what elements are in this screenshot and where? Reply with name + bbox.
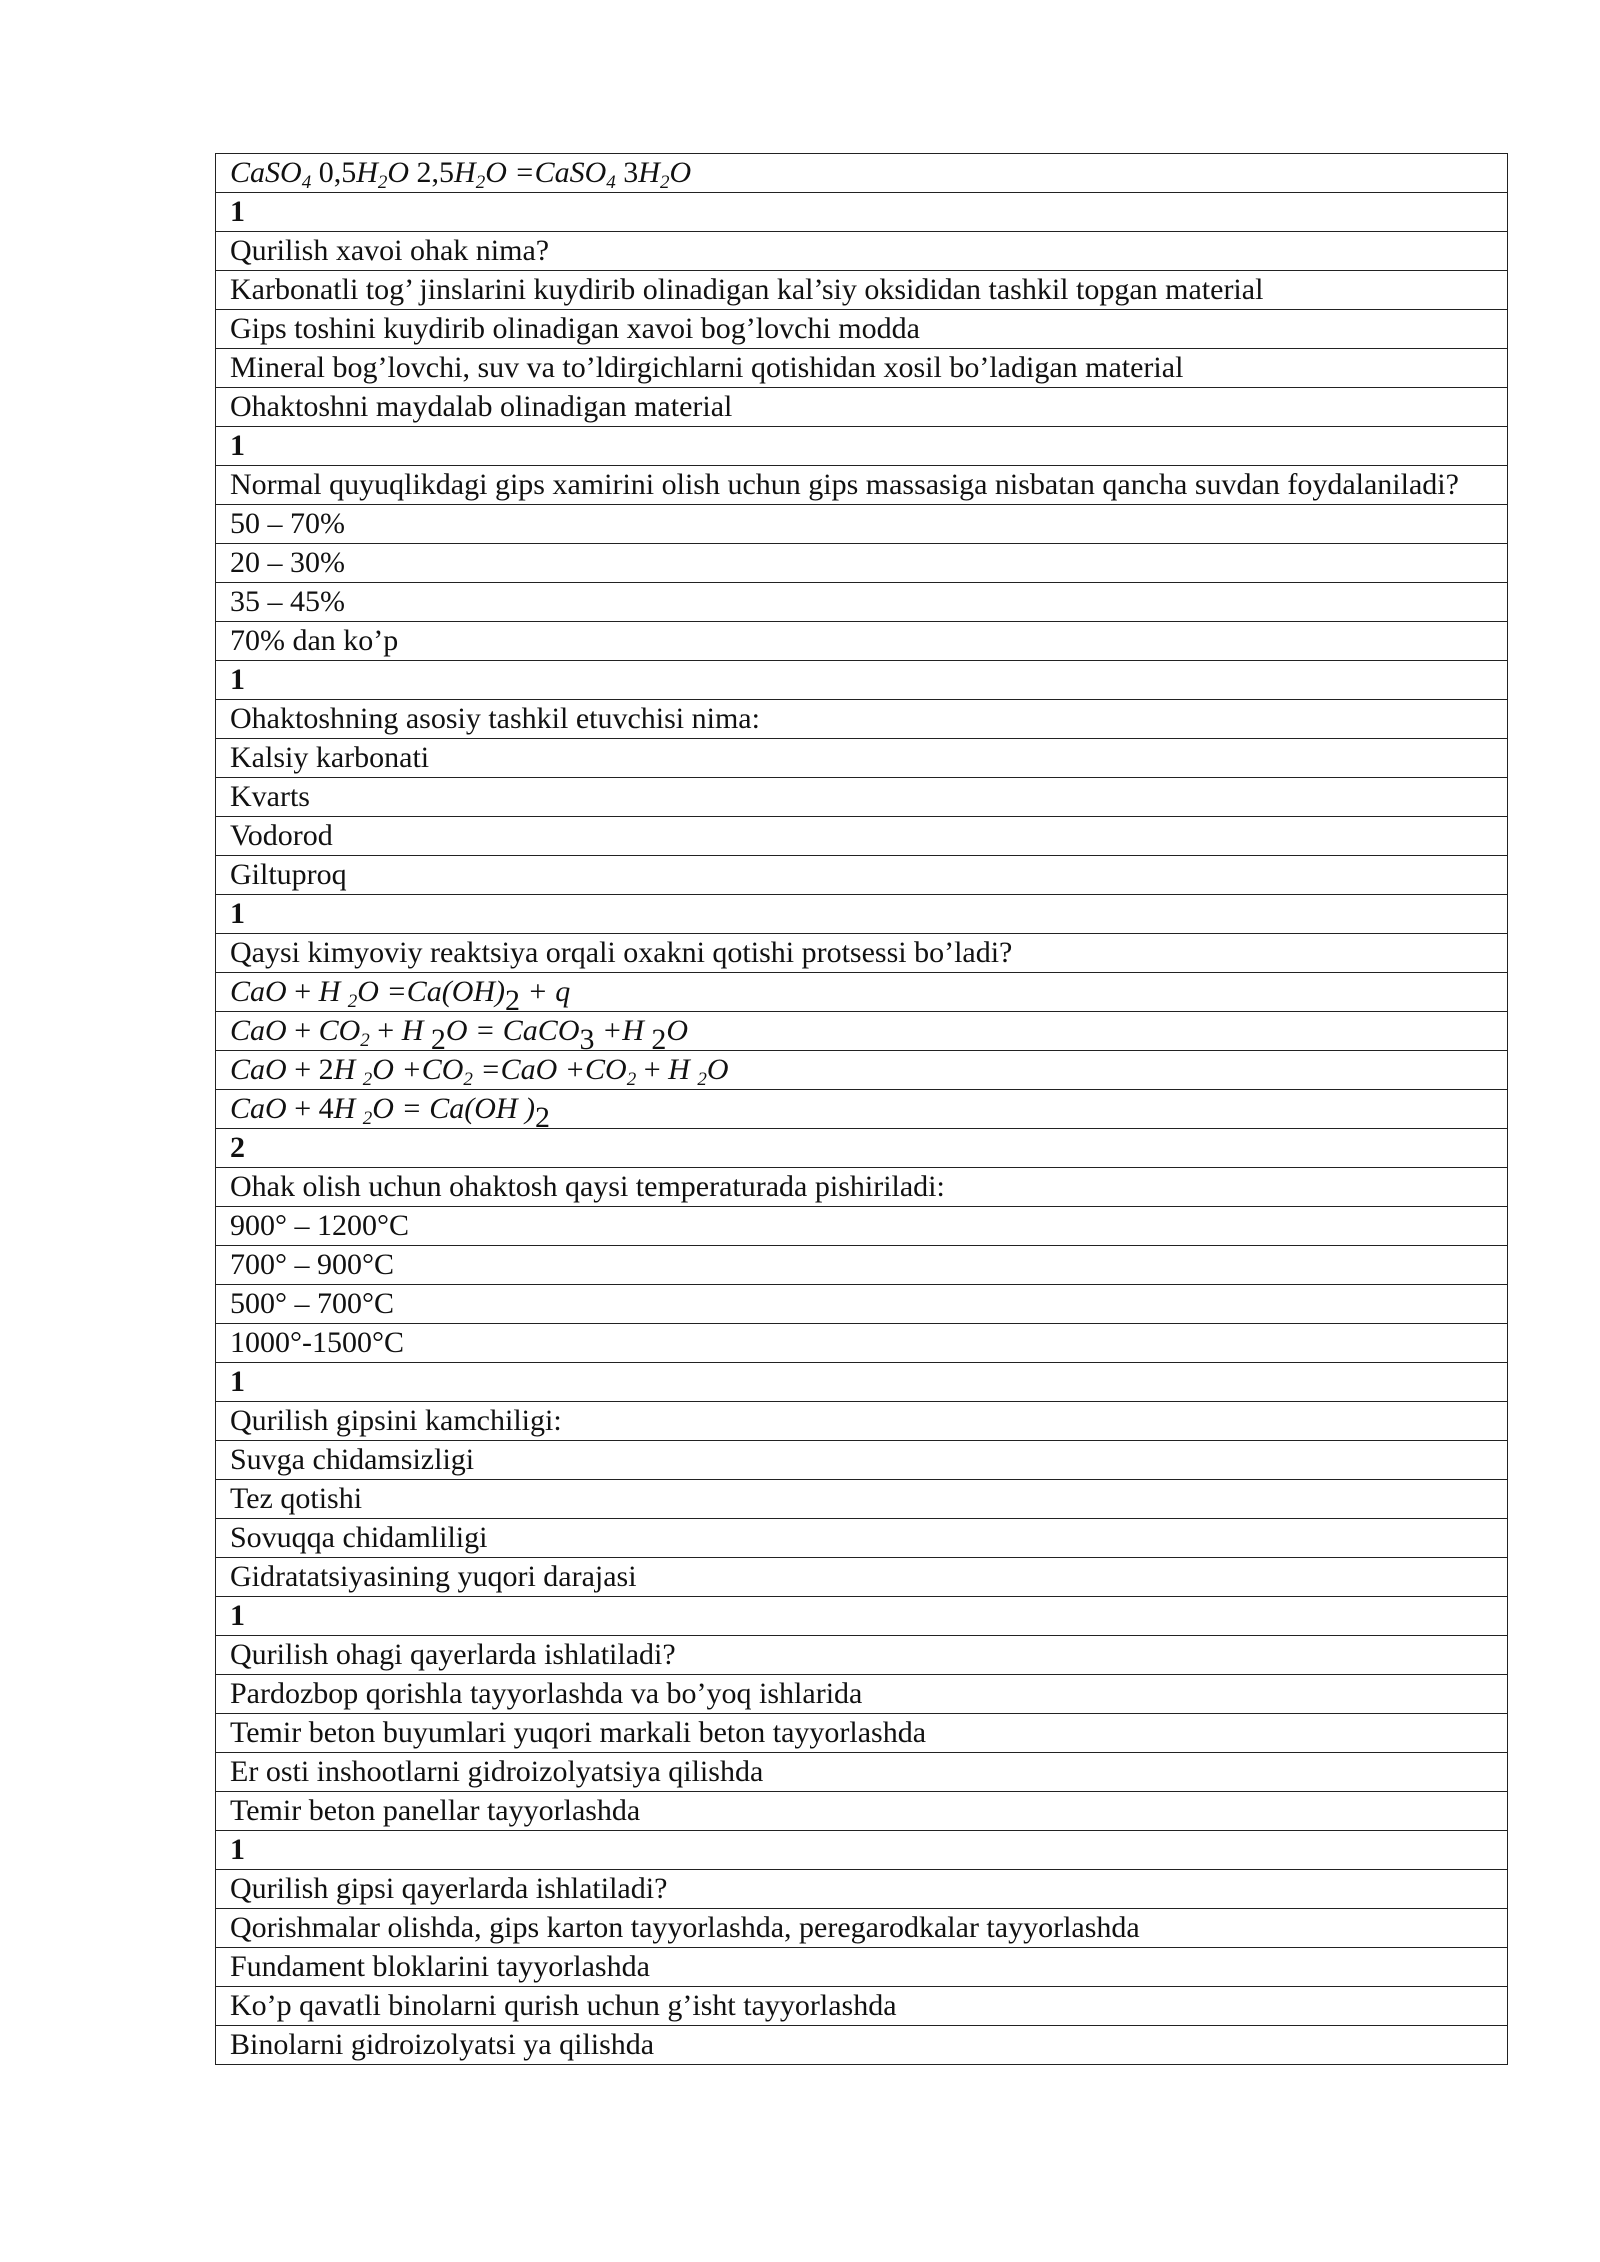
answer-option-cell: Pardozbop qorishla tayyorlashda va bo’yoq ishlarida — [216, 1675, 1508, 1714]
score-row — [216, 193, 1508, 232]
score-row — [216, 1129, 1508, 1168]
question-row — [216, 1168, 1508, 1207]
option-row — [216, 1714, 1508, 1753]
score-cell: 1 — [216, 1597, 1508, 1636]
answer-option-cell: Ko’p qavatli binolarni qurish uchun g’isht tayyorlashda — [216, 1987, 1508, 2026]
formula-segment: H — [333, 1053, 363, 1086]
formula-segment: CaO — [230, 1053, 287, 1086]
score-cell: 1 — [216, 895, 1508, 934]
formula-segment: =CaO +CO — [472, 1053, 627, 1086]
option-row — [216, 1246, 1508, 1285]
question-cell: Qurilish gipsi qayerlarda ishlatiladi? — [216, 1870, 1508, 1909]
score-cell: 1 — [216, 1831, 1508, 1870]
formula-segment: 3 — [579, 1023, 595, 1056]
formula-cell — [216, 973, 1508, 1017]
formula-segment: + — [636, 1053, 669, 1086]
score-cell: 1 — [216, 193, 1508, 232]
option-row — [216, 739, 1508, 778]
formula-segment: O — [666, 1014, 689, 1047]
answer-option-cell: 50 – 70% — [216, 505, 1508, 544]
option-row — [216, 622, 1508, 661]
option-row — [216, 1519, 1508, 1558]
formula-segment: O — [387, 156, 410, 189]
option-row — [216, 1987, 1508, 2026]
formula-segment: 2 — [659, 172, 670, 193]
formula-segment: 2 — [697, 1069, 707, 1090]
formula-segment: 4 — [301, 172, 312, 193]
option-row — [216, 544, 1508, 583]
option-row — [216, 1558, 1508, 1597]
answer-option-cell: Kalsiy karbonati — [216, 739, 1508, 778]
formula-segment: H — [401, 1014, 431, 1047]
formula-segment: CaSO — [230, 156, 302, 189]
score-cell: 2 — [216, 1129, 1508, 1168]
option-row — [216, 1207, 1508, 1246]
formula-segment: O =CaSO — [485, 156, 607, 189]
formula-row — [216, 1051, 1508, 1090]
formula-segment: + — [286, 1014, 319, 1047]
score-row — [216, 1363, 1508, 1402]
answer-option-cell: 500° – 700°C — [216, 1285, 1508, 1324]
option-row — [216, 583, 1508, 622]
formula-segment: CaO — [230, 1092, 287, 1125]
formula-segment: O =Ca(OH) — [357, 975, 506, 1008]
option-row — [216, 349, 1508, 388]
formula-segment: O +CO — [372, 1053, 464, 1086]
answer-option-cell: Gidratatsiyasining yuqori darajasi — [216, 1558, 1508, 1597]
answer-option-cell: Gips toshini kuydirib olinadigan xavoi bog’lovchi modda — [216, 310, 1508, 349]
question-cell: Qurilish gipsini kamchiligi: — [216, 1402, 1508, 1441]
option-row — [216, 271, 1508, 310]
answer-option-cell: Vodorod — [216, 817, 1508, 856]
formula-segment: H — [454, 156, 476, 189]
score-row — [216, 1831, 1508, 1870]
answer-option-cell: Temir beton buyumlari yuqori markali beton tayyorlashda — [216, 1714, 1508, 1753]
formula-segment: 2 — [362, 1108, 373, 1129]
question-row — [216, 934, 1508, 973]
formula-segment: 2 — [535, 1101, 551, 1134]
answer-option-cell: Er osti inshootlarni gidroizolyatsiya qilishda — [216, 1753, 1508, 1792]
option-row — [216, 1285, 1508, 1324]
formula-segment: 2 — [360, 1030, 370, 1051]
formula-segment: + q — [520, 975, 571, 1008]
score-row — [216, 1597, 1508, 1636]
score-row — [216, 895, 1508, 934]
answer-option-cell: Binolarni gidroizolyatsi ya qilishda — [216, 2026, 1508, 2065]
option-row — [216, 1480, 1508, 1519]
formula-segment: H — [638, 156, 660, 189]
score-row — [216, 427, 1508, 466]
formula-segment: 2 — [626, 1069, 637, 1090]
answer-option-cell: Temir beton panellar tayyorlashda — [216, 1792, 1508, 1831]
formula-segment: 2 — [362, 1069, 373, 1090]
answer-option-cell: 1000°-1500°C — [216, 1324, 1508, 1363]
answer-option-cell: 20 – 30% — [216, 544, 1508, 583]
score-row — [216, 661, 1508, 700]
formula-segment: H — [318, 975, 348, 1008]
question-row — [216, 700, 1508, 739]
option-row — [216, 817, 1508, 856]
formula-segment: H — [333, 1092, 363, 1125]
formula-segment: CaO — [230, 1014, 287, 1047]
formula-segment: O — [706, 1053, 729, 1086]
option-row — [216, 1753, 1508, 1792]
formula-cell — [216, 154, 1508, 193]
question-row — [216, 1402, 1508, 1441]
answer-option-cell: Mineral bog’lovchi, suv va to’ldirgichlarni qotishidan xosil bo’ladigan material — [216, 349, 1508, 388]
question-row — [216, 1870, 1508, 1909]
answer-option-cell: Qorishmalar olishda, gips karton tayyorlashda, peregarodkalar tayyorlashda — [216, 1909, 1508, 1948]
answer-option-cell: 900° – 1200°C — [216, 1207, 1508, 1246]
answer-option-cell: 35 – 45% — [216, 583, 1508, 622]
formula-row — [216, 154, 1508, 193]
question-cell: Qaysi kimyoviy reaktsiya orqali oxakni qotishi protsessi bo’ladi? — [216, 934, 1508, 973]
formula-segment: 4 — [606, 172, 616, 193]
option-row — [216, 1909, 1508, 1948]
formula-segment: + — [286, 975, 319, 1008]
question-cell: Qurilish ohagi qayerlarda ishlatiladi? — [216, 1636, 1508, 1675]
option-row — [216, 1441, 1508, 1480]
formula-segment: 2 — [463, 1069, 473, 1090]
answer-option-cell: 700° – 900°C — [216, 1246, 1508, 1285]
answer-option-cell: Kvarts — [216, 778, 1508, 817]
formula-segment: H — [668, 1053, 698, 1086]
formula-segment: + 2 — [286, 1053, 334, 1086]
formula-segment: O — [669, 156, 692, 189]
answer-option-cell: Ohaktoshni maydalab olinadigan material — [216, 388, 1508, 427]
formula-segment: +H — [594, 1014, 652, 1047]
formula-row — [216, 973, 1508, 1012]
option-row — [216, 1324, 1508, 1363]
score-cell: 1 — [216, 427, 1508, 466]
formula-cell — [216, 1012, 1508, 1056]
formula-cell — [216, 1090, 1508, 1134]
option-row — [216, 505, 1508, 544]
question-cell: Qurilish xavoi ohak nima? — [216, 232, 1508, 271]
formula-segment: 2 — [651, 1023, 667, 1056]
formula-row — [216, 1090, 1508, 1129]
formula-cell — [216, 1051, 1508, 1090]
option-row — [216, 778, 1508, 817]
option-row — [216, 856, 1508, 895]
formula-segment: 2 — [377, 172, 388, 193]
quiz-table-body — [216, 154, 1508, 2065]
score-cell: 1 — [216, 1363, 1508, 1402]
formula-segment: 2 — [347, 991, 358, 1012]
answer-option-cell: Sovuqqa chidamliligi — [216, 1519, 1508, 1558]
option-row — [216, 1792, 1508, 1831]
formula-segment: 2,5 — [409, 156, 455, 189]
answer-option-cell: Fundament bloklarini tayyorlashda — [216, 1948, 1508, 1987]
option-row — [216, 310, 1508, 349]
formula-segment: 2 — [505, 984, 521, 1017]
answer-option-cell: Giltuproq — [216, 856, 1508, 895]
formula-segment: 0,5 — [311, 156, 357, 189]
formula-segment: CaO — [230, 975, 287, 1008]
formula-segment: + 4 — [286, 1092, 334, 1125]
answer-option-cell: Suvga chidamsizligi — [216, 1441, 1508, 1480]
question-cell: Ohak olish uchun ohaktosh qaysi temperaturada pishiriladi: — [216, 1168, 1508, 1207]
question-cell: Normal quyuqlikdagi gips xamirini olish uchun gips massasiga nisbatan qancha suvdan foydalaniladi? — [216, 466, 1508, 505]
formula-segment: O = Ca(OH ) — [372, 1092, 536, 1125]
score-cell: 1 — [216, 661, 1508, 700]
question-cell: Ohaktoshning asosiy tashkil etuvchisi nima: — [216, 700, 1508, 739]
option-row — [216, 1948, 1508, 1987]
formula-segment: 2 — [430, 1023, 446, 1056]
formula-segment: 3 — [615, 156, 639, 189]
answer-option-cell: Karbonatli tog’ jinslarini kuydirib olinadigan kal’siy oksididan tashkil topgan material — [216, 271, 1508, 310]
quiz-table — [215, 153, 1508, 2065]
option-row — [216, 388, 1508, 427]
formula-segment: CO — [318, 1014, 361, 1047]
question-row — [216, 1636, 1508, 1675]
question-row — [216, 466, 1508, 505]
formula-row — [216, 1012, 1508, 1051]
question-row — [216, 232, 1508, 271]
option-row — [216, 2026, 1508, 2065]
answer-option-cell: Tez qotishi — [216, 1480, 1508, 1519]
formula-segment: + — [369, 1014, 402, 1047]
option-row — [216, 1675, 1508, 1714]
formula-segment: 2 — [475, 172, 486, 193]
answer-option-cell: 70% dan ko’p — [216, 622, 1508, 661]
formula-segment: O = CaCO — [445, 1014, 580, 1047]
formula-segment: H — [356, 156, 378, 189]
